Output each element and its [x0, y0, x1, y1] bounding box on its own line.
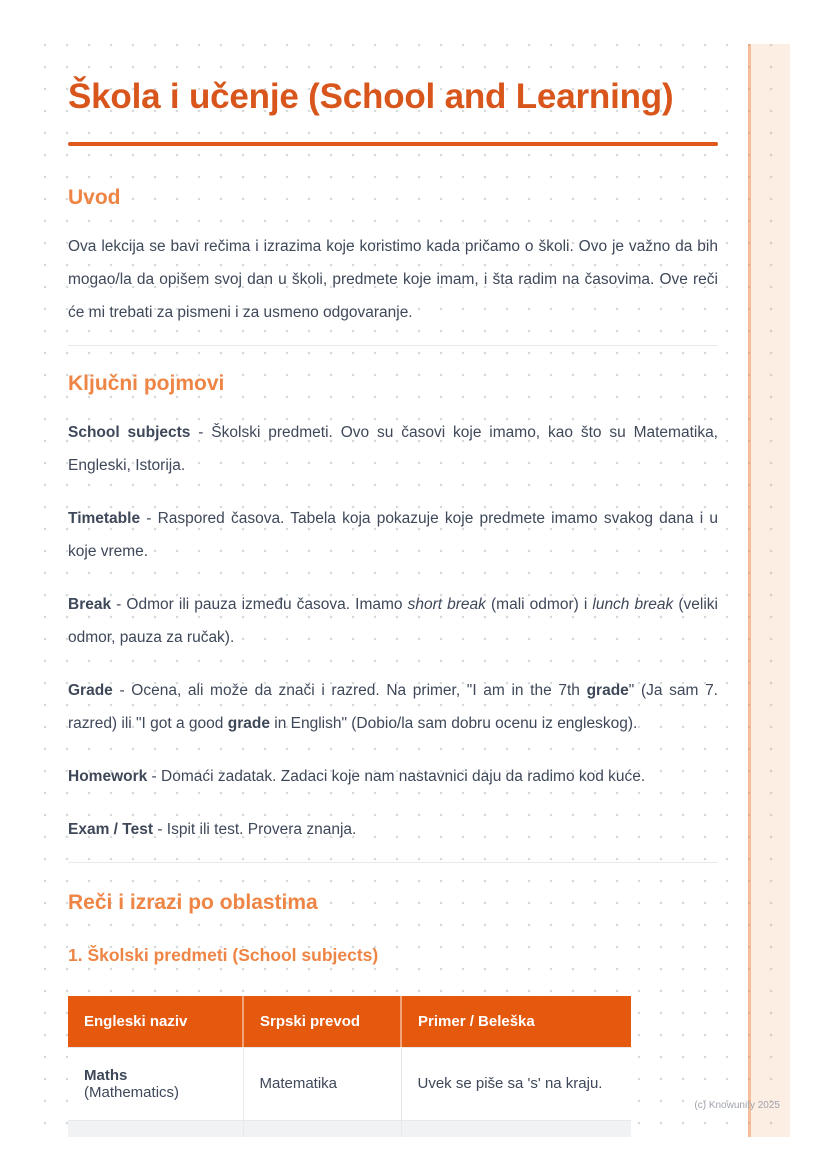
text-segment: - Ocena, ali može da znači i razred. Na primer, "I am in the 7th — [112, 681, 587, 699]
title-rule — [68, 142, 718, 146]
text-segment: in English" (Dobio/la sam dobru ocenu iz engleskog). — [269, 714, 638, 732]
page-content — [44, 74, 790, 1137]
text-segment: - Ispit ili test. Provera znanja. — [153, 820, 357, 838]
text-segment: short break — [407, 595, 486, 613]
text-segment: (mali odmor) i — [485, 595, 593, 613]
text-segment: lunch break — [592, 595, 674, 613]
section-heading-kljucni-pojmovi: Ključni pojmovi — [68, 371, 225, 395]
text-segment: Exam / Test — [68, 820, 154, 838]
text-segment: grade — [227, 714, 270, 732]
text-segment: grade — [586, 681, 629, 699]
key-term-paragraph — [68, 760, 718, 793]
subsection-heading-skolski-predmeti: 1. Školski predmeti (School subjects) — [68, 944, 379, 965]
table-header-row — [68, 996, 631, 1048]
intro-paragraph: Ova lekcija se bavi rečima i izrazima koje koristimo kada pričamo o školi. Ovo je važno da bih mogao/la da opišem svoj dan u školi, predmete koje imam, i šta radim na časovima. Ove reči će mi trebati za pismeni i za usmeno odgovaranje. — [68, 237, 718, 321]
key-term-paragraph — [68, 416, 718, 482]
key-term-paragraph — [68, 813, 718, 846]
table-cell — [401, 1047, 631, 1120]
text-segment: School subjects — [68, 423, 191, 441]
page-title: Škola i učenje (School and Learning) — [68, 77, 674, 116]
table-header-cell: Engleski naziv — [68, 996, 243, 1048]
text-segment: Timetable — [68, 509, 141, 527]
table-row — [68, 1047, 631, 1120]
text-segment: Grade — [68, 681, 113, 699]
text-segment: (Mathematics) — [84, 1083, 180, 1101]
text-segment: Uvek se piše sa 's' na kraju. — [417, 1075, 603, 1092]
text-segment: (veliki odmor, pauza za ručak). — [68, 595, 718, 646]
document-page — [44, 44, 790, 1137]
section-heading-uvod: Uvod — [68, 185, 121, 209]
table-header-cell: Primer / Beleška — [401, 996, 631, 1048]
table-cell — [401, 1120, 631, 1137]
text-segment: Maths — [84, 1066, 128, 1084]
key-term-paragraph — [68, 588, 718, 654]
key-term-paragraph — [68, 502, 718, 568]
section-divider — [68, 345, 718, 346]
footer-copyright: (c) Knowunity 2025 — [694, 1100, 780, 1111]
table-cell — [68, 1047, 243, 1120]
section-heading-reci-i-izrazi: Reči i izrazi po oblastima — [68, 890, 318, 914]
table-row — [68, 1120, 631, 1137]
table-cell — [243, 1047, 401, 1120]
text-segment: - Raspored časova. Tabela koja pokazuje koje predmete imamo svakog dana i u koje vreme. — [68, 509, 718, 560]
text-segment: " (Ja sam 7. razred) ili "I got a good — [68, 681, 718, 732]
table-header-cell: Srpski prevod — [243, 996, 401, 1048]
key-terms-list — [68, 416, 718, 846]
key-term-paragraph — [68, 674, 718, 740]
text-segment: Homework — [68, 767, 148, 785]
table-cell — [68, 1120, 243, 1137]
section-divider — [68, 862, 718, 863]
text-segment: - Domaći zadatak. Zadaci koje nam nastavnici daju da radimo kod kuće. — [147, 767, 646, 785]
vocab-table — [68, 996, 631, 1138]
text-segment: - Odmor ili pauza između časova. Imamo — [111, 595, 408, 613]
table-cell — [243, 1120, 401, 1137]
text-segment: - Školski predmeti. Ovo su časovi koje imamo, kao što su Matematika, Engleski, Istorija. — [68, 423, 718, 474]
text-segment: Matematika — [259, 1075, 338, 1092]
text-segment: Break — [68, 595, 112, 613]
